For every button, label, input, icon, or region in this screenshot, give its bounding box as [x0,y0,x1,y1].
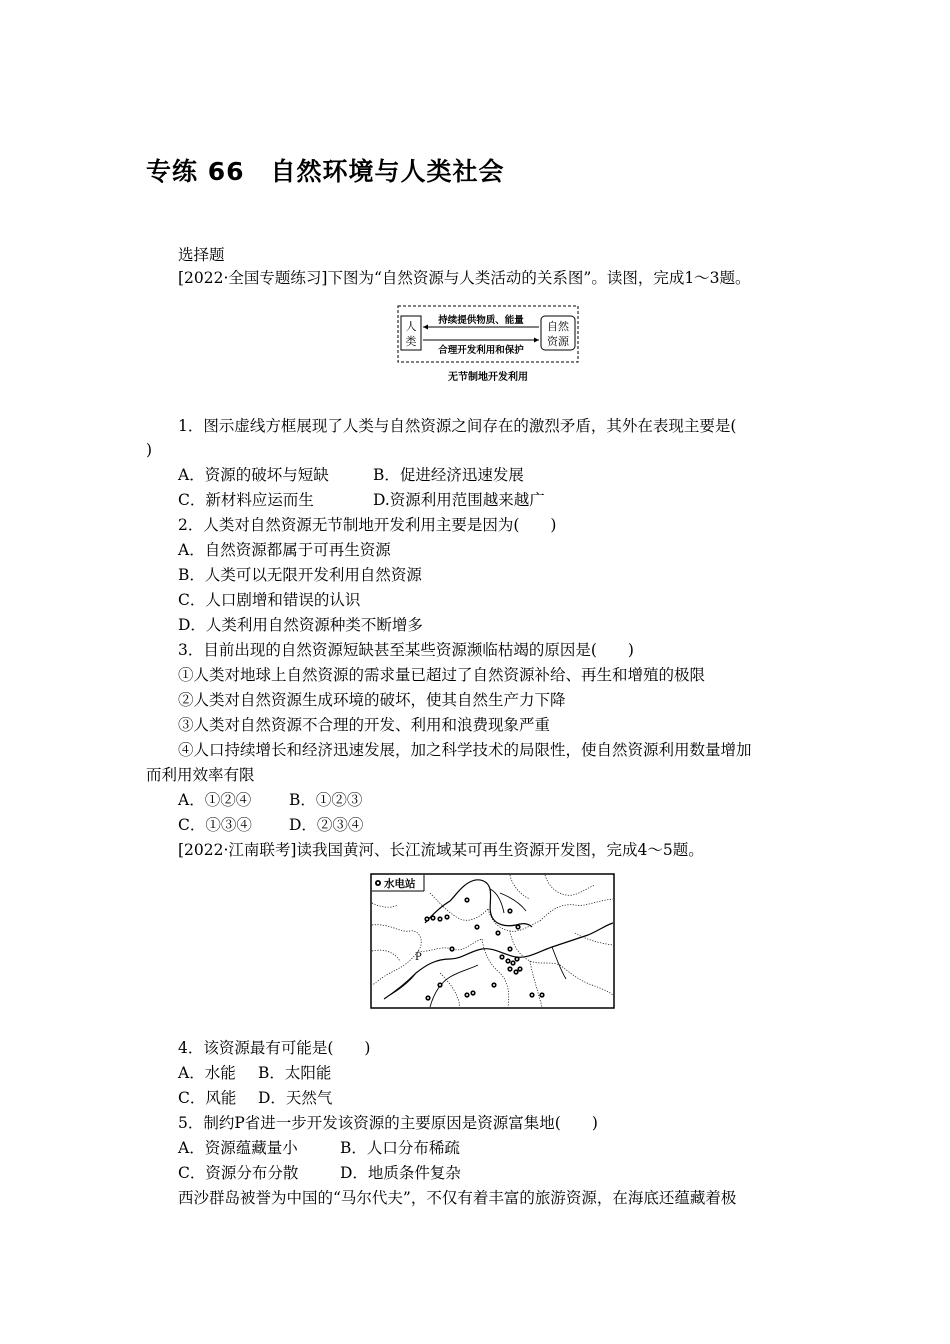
q4-option-d: D．天然气 [258,1089,333,1107]
q4-option-c: C．风能 [178,1089,237,1107]
q4-option-b: B．太阳能 [258,1064,332,1082]
q3-option-b: B．①②③ [289,791,363,809]
q5-stem: 5．制约P省进一步开发该资源的主要原因是资源富集地( ) [178,1114,598,1132]
q1-option-b: B．促进经济迅速发展 [373,466,524,484]
q3-statement-2: ②人类对自然资源生成环境的破坏，使其自然生产力下降 [178,691,566,709]
intro-2: [2022·江南联考]读我国黄河、长江流域某可再生资源开发图，完成4～5题。 [178,841,704,859]
q5-option-a: A．资源蕴藏量小 [178,1139,298,1157]
dashed-frame-label: 无节制地开发利用 [448,372,528,383]
q3-stem: 3．目前出现的自然资源短缺甚至某些资源濒临枯竭的原因是( ) [178,641,634,659]
humans-box-label-1: 人 [405,320,417,333]
province-p-label: P [415,952,422,963]
q1-option-d: D.资源利用范围越来越广 [373,491,545,509]
section-heading: 选择题 [178,246,225,264]
intro-1: [2022·全国专题练习]下图为“自然资源与人类活动的关系图”。读图，完成1～3题。 [178,269,751,287]
q2-option-a: A．自然资源都属于可再生资源 [178,541,391,559]
q2-option-d: D．人类利用自然资源种类不断增多 [178,616,423,634]
passage-line: 西沙群岛被誉为中国的“马尔代夫”，不仅有着丰富的旅游资源，在海底还蕴藏着极 [178,1189,737,1207]
q3-statement-1: ①人类对地球上自然资源的需求量已超过了自然资源补给、再生和增殖的极限 [178,666,706,684]
q3-statement-4: ④人口持续增长和经济迅速发展，加之科学技术的局限性，使自然资源利用数量增加 [178,741,752,759]
bottom-arrow-label: 合理开发利用和保护 [438,345,524,356]
q1-stem-end: ) [146,441,153,459]
q3-statement-4-cont: 而利用效率有限 [146,766,255,784]
q2-stem: 2．人类对自然资源无节制地开发利用主要是因为( ) [178,516,557,534]
page-title: 专练 66 自然环境与人类社会 [146,157,505,186]
q1-option-a: A．资源的破坏与短缺 [178,466,329,484]
q3-option-c: C．①③④ [178,816,252,834]
q5-option-b: B．人口分布稀疏 [340,1139,460,1157]
top-arrow-label: 持续提供物质、能量 [438,315,524,326]
resources-box-label-1: 自然 [547,320,569,333]
q4-option-a: A．水能 [178,1064,236,1082]
humans-box-label-2: 类 [405,335,417,348]
resource-relationship-diagram [397,305,579,387]
q2-option-b: B．人类可以无限开发利用自然资源 [178,566,422,584]
q1-option-c: C．新材料应运而生 [178,491,314,509]
legend-hydropower-icon [375,880,381,886]
q5-option-d: D．地质条件复杂 [340,1164,461,1182]
legend-label: 水电站 [384,878,416,890]
q1-stem: 1．图示虚线方框展现了人类与自然资源之间存在的激烈矛盾，其外在表现主要是( [178,417,737,435]
resources-box-label-2: 资源 [547,335,569,348]
q2-option-c: C．人口剧增和错误的认识 [178,591,361,609]
q3-option-a: A．①②④ [178,791,252,809]
river-basin-map [370,873,615,1009]
q3-statement-3: ③人类对自然资源不合理的开发、利用和浪费现象严重 [178,716,551,734]
q4-stem: 4．该资源最有可能是( ) [178,1039,371,1057]
q3-option-d: D．②③④ [289,816,364,834]
q5-option-c: C．资源分布分散 [178,1164,299,1182]
